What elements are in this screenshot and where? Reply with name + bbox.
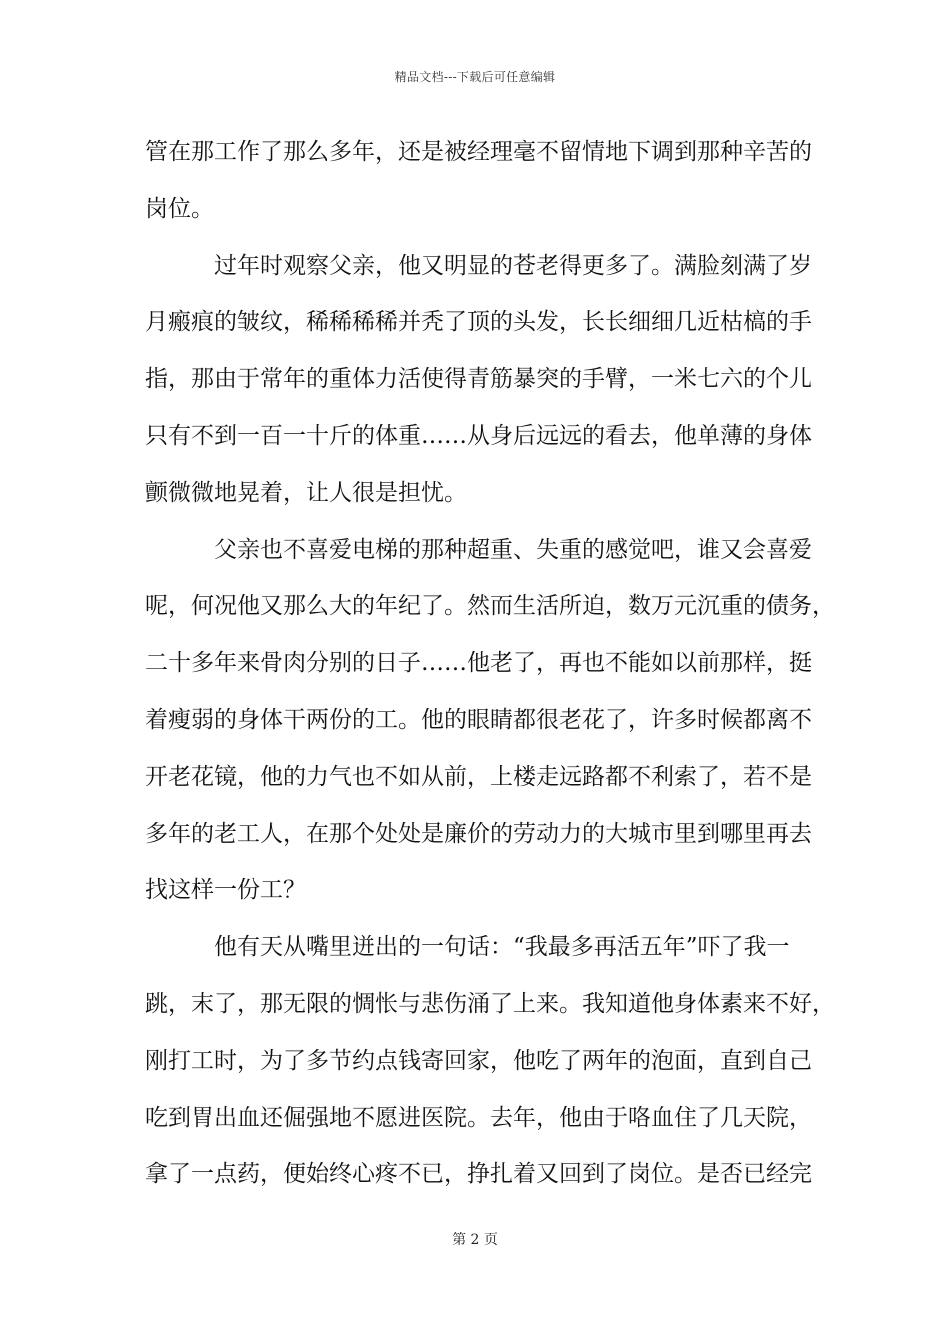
text-line: 管在那工作了那么多年，还是被经理毫不留情地下调到那种辛苦的 <box>145 139 812 165</box>
text-line: 吃到胃出血还倔强地不愿进医院。去年，他由于咯血住了几天院， <box>145 1104 812 1131</box>
text-line: 颤微微地晃着，让人很是担忧。 <box>145 479 467 506</box>
text-line: 月瘢痕的皱纹，稀稀稀稀并秃了顶的头发，长长细细几近枯槁的手 <box>145 309 812 336</box>
text-line: 只有不到一百一十斤的体重……从身后远远的看去，他单薄的身体 <box>145 422 812 449</box>
paragraph-start-line: 他有天从嘴里迸出的一句话：“我最多再活五年”吓了我一 <box>214 934 790 961</box>
text-line: 指，那由于常年的重体力活使得青筋暴突的手臂，一米七六的个儿 <box>145 366 812 393</box>
text-line: 多年的老工人，在那个处处是廉价的劳动力的大城市里到哪里再去 <box>145 820 812 847</box>
page-header: 精品文档---下载后可任意编辑 <box>394 70 556 84</box>
text-line: 二十多年来骨肉分别的日子……他老了，再也不能如以前那样，挺 <box>145 650 812 677</box>
text-line: 着瘦弱的身体干两份的工。他的眼睛都很老花了，许多时候都离不 <box>145 706 812 733</box>
text-line: 开老花镜，他的力气也不如从前，上楼走远路都不利索了，若不是 <box>145 763 812 790</box>
text-line: 找这样一份工？ <box>145 877 306 904</box>
text-line: 岗位。 <box>145 195 214 222</box>
text-line: 拿了一点药，便始终心疼不已，挣扎着又回到了岗位。是否已经完 <box>145 1161 812 1188</box>
text-line: 跳，末了，那无限的惆怅与悲伤涌了上来。我知道他身体素来不好， <box>145 990 835 1017</box>
document-body <box>145 130 835 1209</box>
paragraph-start-line: 父亲也不喜爱电梯的那种超重、失重的感觉吧，谁又会喜爱 <box>214 536 812 563</box>
text-line: 刚打工时，为了多节约点钱寄回家，他吃了两年的泡面，直到自己 <box>145 1047 812 1074</box>
paragraph-start-line: 过年时观察父亲，他又明显的苍老得更多了。满脸刻满了岁 <box>214 252 812 279</box>
text-line: 呢，何况他又那么大的年纪了。然而生活所迫，数万元沉重的债务， <box>145 593 835 620</box>
page-number: 第 2 页 <box>452 1232 498 1248</box>
